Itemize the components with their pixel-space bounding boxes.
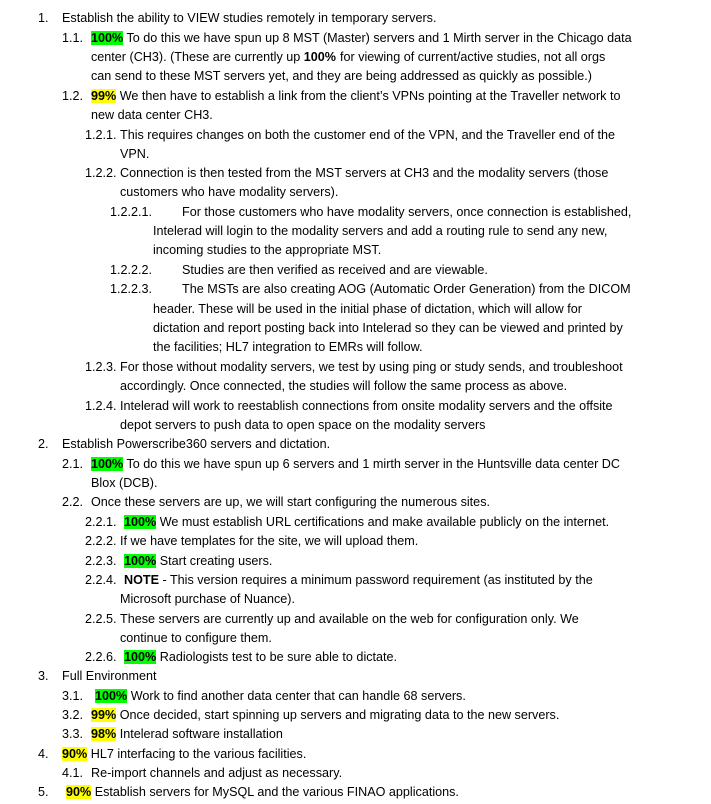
item-text: the facilities; HL7 integration to EMRs will follow. [153,340,423,354]
item-number: 2.2. [62,495,84,509]
item-number: 3.2. [62,708,84,722]
item-text: For those customers who have modality servers, once connection is established, [182,205,632,219]
item-text: 100% Work to find another data center that can handle 68 servers. [95,689,466,703]
item-text: Microsoft purchase of Nuance). [120,592,295,606]
progress-badge: 99% [91,708,117,722]
item-number: 2.2.1. [85,515,117,529]
progress-badge: 99% [91,89,117,103]
item-text: 100% We must establish URL certifications and make available publicly on the internet. [124,515,610,529]
item-number: 1.2.2. [85,166,117,180]
progress-badge: 98% [91,727,117,741]
progress-badge: 100% [95,689,128,703]
item-text: These servers are currently up and available on the web for configuration only. We [120,612,579,626]
item-number: 1.1. [62,31,84,45]
item-text: 99% Once decided, start spinning up servers and migrating data to the new servers. [91,708,560,722]
item-number: 2.2.6. [85,650,117,664]
progress-badge: 100% [124,554,157,568]
item-number: 1.2.3. [85,360,117,374]
item-number: 1.2. [62,89,84,103]
item-text: center (CH3). (These are currently up 100% for viewing of current/active studies, not all orgs [91,50,606,64]
item-text: 100% To do this we have spun up 8 MST (Master) servers and 1 Mirth server in the Chicago data [91,31,632,45]
progress-badge: 100% [124,650,157,664]
item-text: 100% Start creating users. [124,554,273,568]
item-number: 1.2.2.3. [110,282,153,296]
item-number: 1.2.2.1. [110,205,153,219]
progress-badge: 100% [124,515,157,529]
item-text: can send to these MST servers yet, and they are being addressed as quickly as possible.) [91,69,592,83]
item-number: 1.2.1. [85,128,117,142]
item-text: accordingly. Once connected, the studies will follow the same process as above. [120,379,568,393]
item-text: Intelerad will login to the modality servers and add a routing rule to send any new, [153,224,608,238]
item-text: continue to configure them. [120,631,272,645]
item-text: Once these servers are up, we will start configuring the numerous sites. [91,495,490,509]
note-label: NOTE [124,573,159,587]
item-text: customers who have modality servers). [120,185,339,199]
item-number: 4.1. [62,766,84,780]
item-text: Blox (DCB). [91,476,158,490]
item-text: Connection is then tested from the MST servers at CH3 and the modality servers (those [120,166,609,180]
item-text: The MSTs are also creating AOG (Automatic Order Generation) from the DICOM [182,282,631,296]
item-text: new data center CH3. [91,108,213,122]
item-number: 5. [38,785,49,799]
item-text: depot servers to push data to open space on the modality servers [120,418,486,432]
progress-badge: 90% [66,785,92,799]
item-number: 3.3. [62,727,84,741]
item-number: 2.1. [62,457,84,471]
inline-bold-value: 100% [303,50,336,64]
item-number: 3. [38,669,49,683]
item-text: 98% Intelerad software installation [91,727,283,741]
item-text: dictation and report posting back into Intelerad so they can be viewed and printed by [153,321,623,335]
item-text: This requires changes on both the customer end of the VPN, and the Traveller end of the [120,128,615,142]
progress-badge: 100% [91,31,124,45]
item-text: 100% Radiologists test to be sure able to dictate. [124,650,398,664]
item-number: 2.2.3. [85,554,117,568]
item-number: 2.2.2. [85,534,117,548]
item-text: If we have templates for the site, we will upload them. [120,534,419,548]
item-text: NOTE - This version requires a minimum password requirement (as instituted by the [124,573,593,587]
item-text: Re-import channels and adjust as necessary. [91,766,343,780]
item-text: header. These will be used in the initial phase of dictation, which will allow for [153,302,582,316]
item-number: 2.2.5. [85,612,117,626]
item-text: Establish the ability to VIEW studies remotely in temporary servers. [62,11,437,25]
item-number: 2. [38,437,49,451]
item-number: 1.2.2.2. [110,263,153,277]
progress-badge: 100% [91,457,124,471]
item-text: 100% To do this we have spun up 6 servers and 1 mirth server in the Huntsville data center DC [91,457,620,471]
item-number: 3.1. [62,689,84,703]
progress-badge: 90% [62,747,88,761]
item-number: 1.2.4. [85,399,117,413]
item-number: 4. [38,747,49,761]
item-text: Establish Powerscribe360 servers and dictation. [62,437,331,451]
item-text: 90% Establish servers for MySQL and the various FINAO applications. [66,785,459,799]
item-text: 90% HL7 interfacing to the various facilities. [62,747,307,761]
item-text: VPN. [120,147,150,161]
item-text: Full Environment [62,669,157,683]
item-text: Intelerad will work to reestablish connections from onsite modality servers and the offsite [120,399,613,413]
item-text: incoming studies to the appropriate MST. [153,243,382,257]
item-text: Studies are then verified as received and are viewable. [182,263,488,277]
item-number: 1. [38,11,49,25]
item-text: For those without modality servers, we test by using ping or study sends, and troubleshoot [120,360,623,374]
item-number: 2.2.4. [85,573,117,587]
item-text: 99% We then have to establish a link from the client’s VPNs pointing at the Traveller network to [91,89,621,103]
